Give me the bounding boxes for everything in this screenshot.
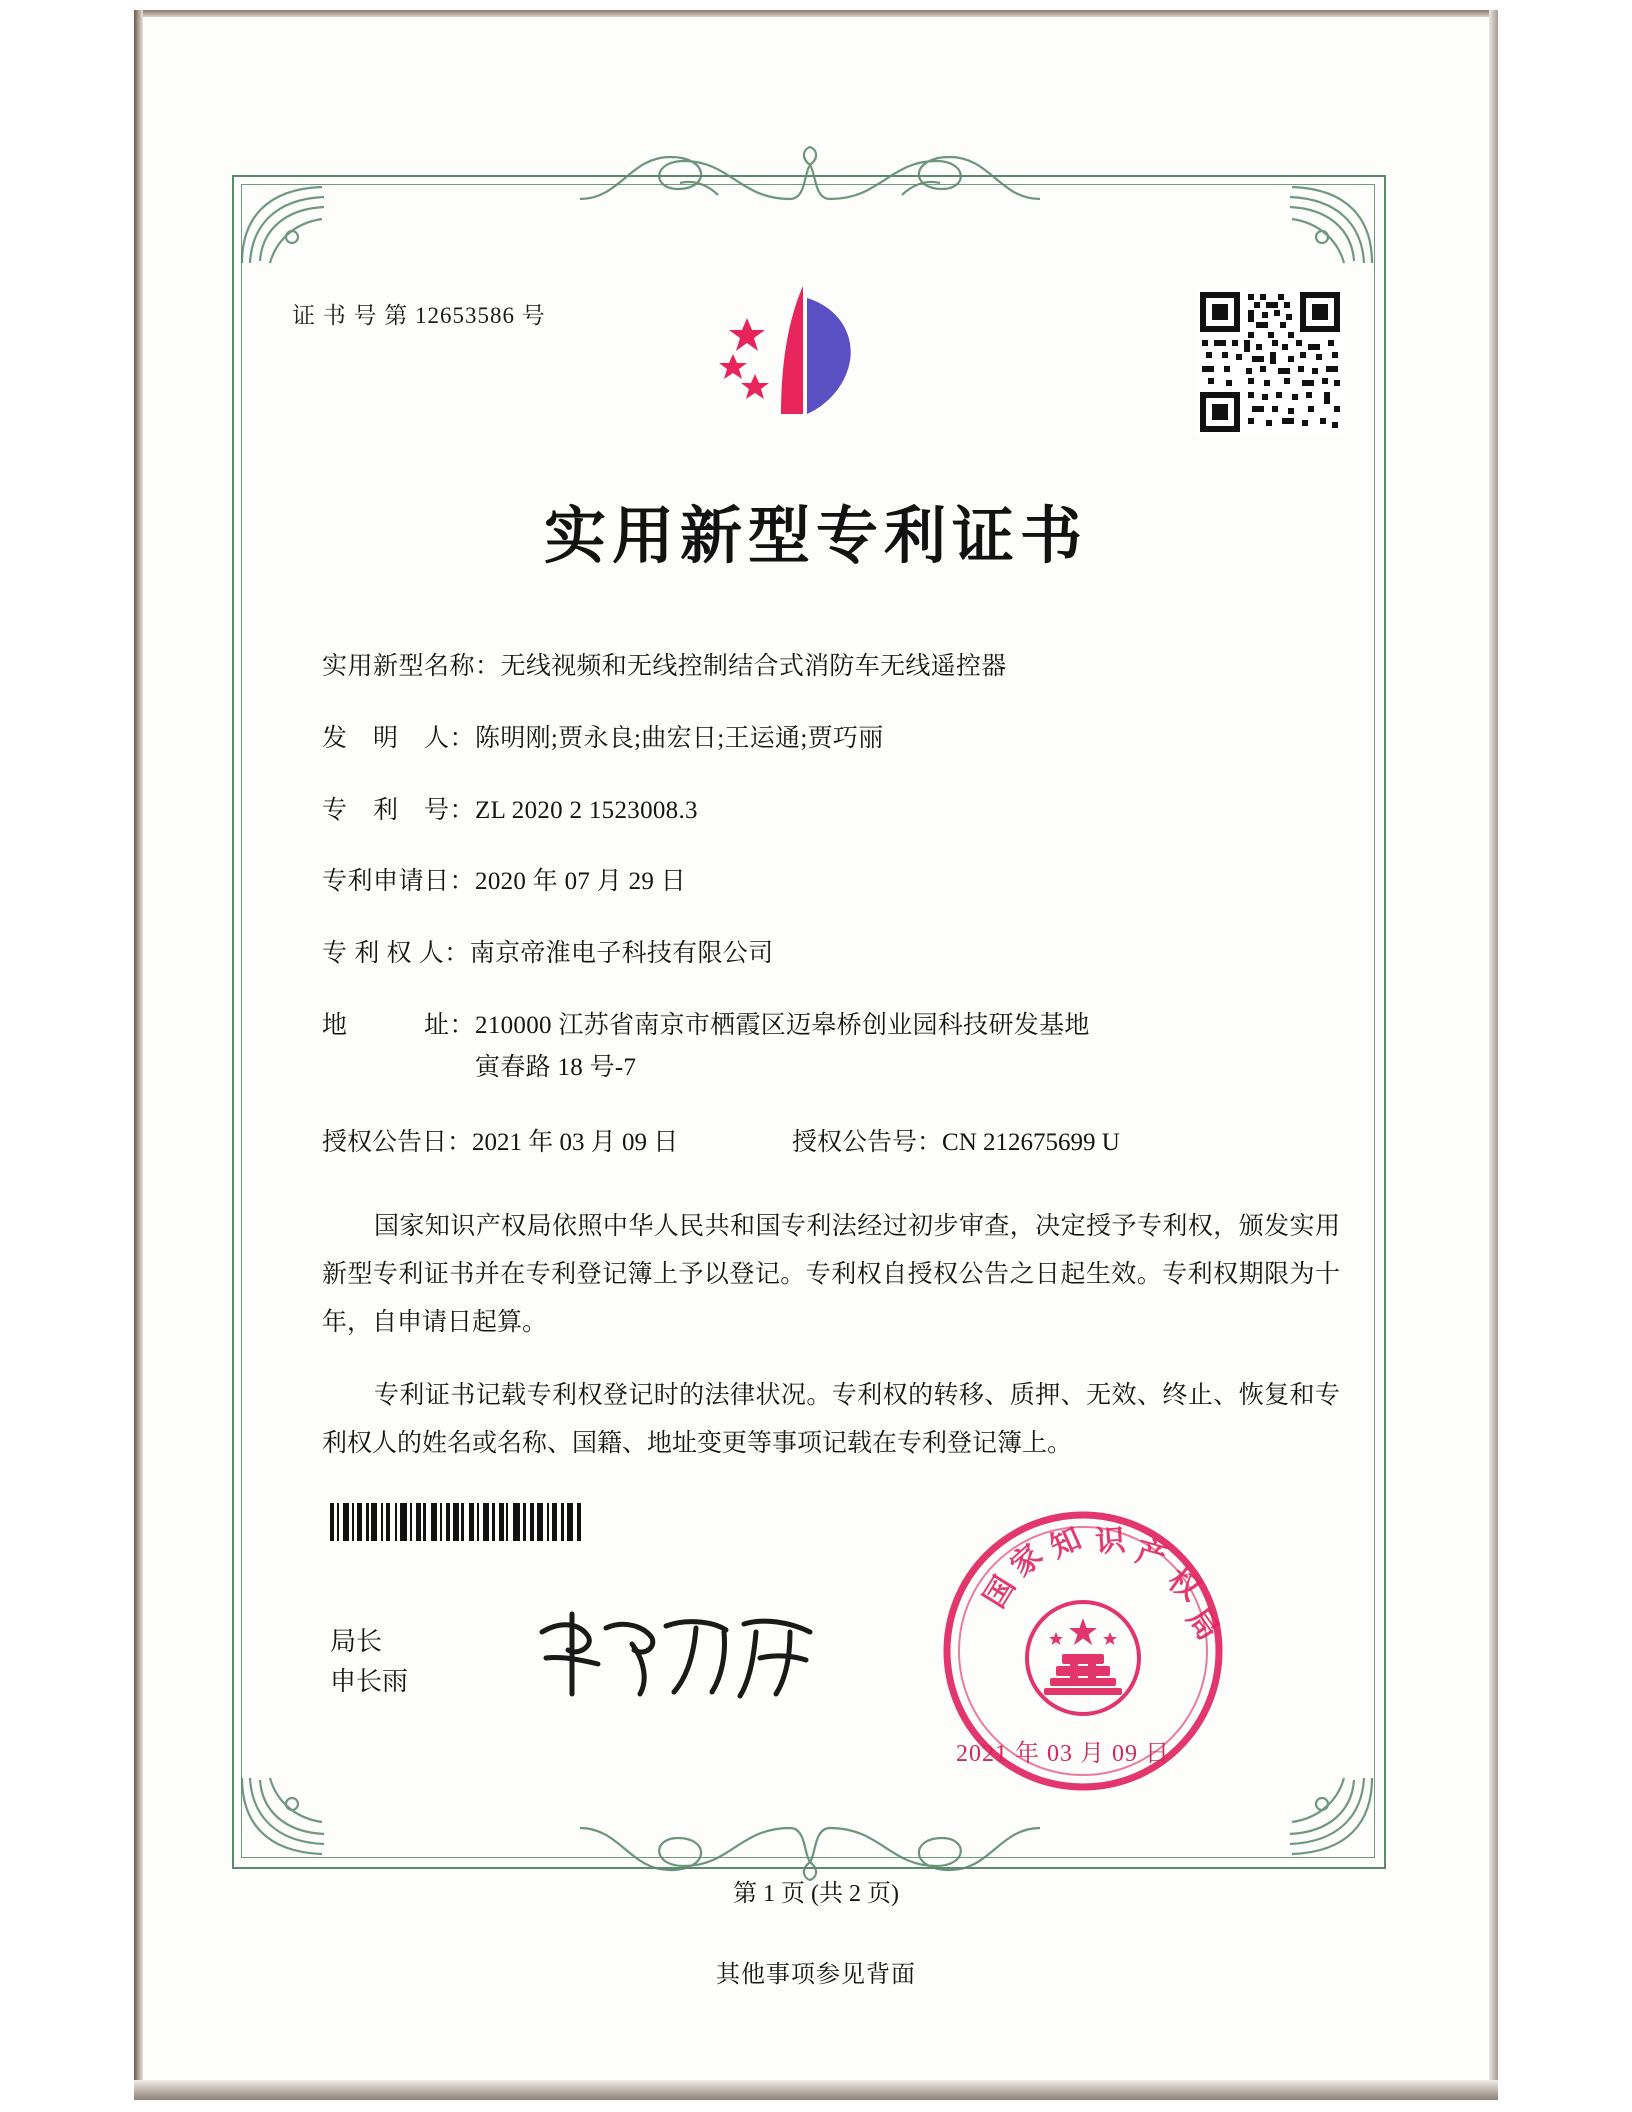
svg-text:国: 国 [977, 1570, 1023, 1615]
field-label: 发 明 人： [322, 724, 476, 752]
page-title: 实用新型专利证书 [543, 499, 1088, 572]
field-label: 授权公告号： [792, 1129, 943, 1157]
field-label: 专 利 号： [322, 796, 476, 824]
svg-text:知: 知 [1045, 1521, 1087, 1566]
qr-code-icon [1196, 288, 1344, 436]
seal-date: 2021 年 03 月 09 日 [956, 1741, 1170, 1767]
svg-text:权: 权 [1161, 1562, 1207, 1609]
field-grant-date [322, 1122, 792, 1158]
scan-edge-right [1489, 10, 1498, 2100]
field-label: 地 址： [322, 1011, 476, 1039]
svg-text:产: 产 [1131, 1534, 1171, 1576]
field-value: 2020 年 07 月 29 日 [475, 868, 687, 896]
director-role-label: 局长 [330, 1627, 383, 1656]
field-value: ZL 2020 2 1523008.3 [475, 796, 698, 824]
svg-text:家: 家 [1003, 1537, 1050, 1584]
address-line-1: 210000 江苏省南京市栖霞区迈皋桥创业园科技研发基地 [475, 1011, 1090, 1039]
field-value: 2021 年 03 月 09 日 [472, 1129, 679, 1157]
address-line-2: 寅春路 18 号-7 [475, 1053, 637, 1081]
field-label: 专 利 权 人： [322, 940, 470, 967]
scan-edge-bottom [134, 2080, 1498, 2100]
cnipa-logo-icon [707, 282, 867, 432]
certificate-number: 证 书 号 第 12653586 号 [292, 303, 546, 328]
field-value: 无线视频和无线控制结合式消防车无线遥控器 [500, 653, 1007, 680]
field-application-date [322, 865, 1332, 899]
field-value: 陈明刚;贾永良;曲宏日;王运通;贾巧丽 [475, 724, 884, 752]
scan-edge-left [134, 10, 143, 2100]
backside-note: 其他事项参见背面 [716, 1962, 916, 1988]
svg-text:局: 局 [1179, 1602, 1226, 1647]
legal-text [322, 1178, 1340, 1476]
scan-edge-top [134, 10, 1498, 17]
page-number-footer: 第 1 页 (共 2 页) [733, 1881, 899, 1907]
field-grant-row [322, 1122, 1332, 1158]
handwritten-signature-icon [528, 1598, 828, 1708]
certificate-fields [322, 650, 1332, 1184]
director-name: 申长雨 [330, 1667, 409, 1697]
field-value: 南京帝淮电子科技有限公司 [469, 940, 774, 967]
paragraph-1: 国家知识产权局依照中华人民共和国专利法经过初步审查，决定授予专利权，颁发实用新型专利证书并在专利登记簿上予以登记。专利权自授权公告之日起生效。专利权期限为十年，自申请日起算。 [322, 1213, 1340, 1336]
field-value [475, 1009, 1332, 1085]
field-patent-number [322, 794, 1332, 828]
field-value: CN 212675699 U [942, 1129, 1120, 1157]
field-label: 授权公告日： [322, 1129, 473, 1157]
field-address [322, 1009, 1332, 1085]
field-grant-number [792, 1122, 1120, 1158]
field-label: 实用新型名称： [322, 653, 501, 680]
ornament-corner-bottom-left-icon [236, 1772, 354, 1862]
svg-text:识: 识 [1094, 1522, 1127, 1560]
field-label: 专利申请日： [322, 868, 476, 896]
signature-block [330, 1622, 408, 1703]
ornament-corner-top-left-icon [236, 179, 354, 269]
field-inventors [322, 722, 1332, 756]
ornament-corner-top-right-icon [1260, 179, 1378, 269]
field-utility-model-name [322, 650, 1332, 684]
field-patentee [322, 937, 1332, 971]
ornament-corner-bottom-right-icon [1260, 1772, 1378, 1862]
paragraph-2: 专利证书记载专利权登记时的法律状况。专利权的转移、质押、无效、终止、恢复和专利权人的姓名或名称、国籍、地址变更等事项记载在专利登记簿上。 [322, 1382, 1340, 1457]
ornament-top-icon [560, 143, 1060, 207]
barcode-icon [330, 1503, 670, 1541]
